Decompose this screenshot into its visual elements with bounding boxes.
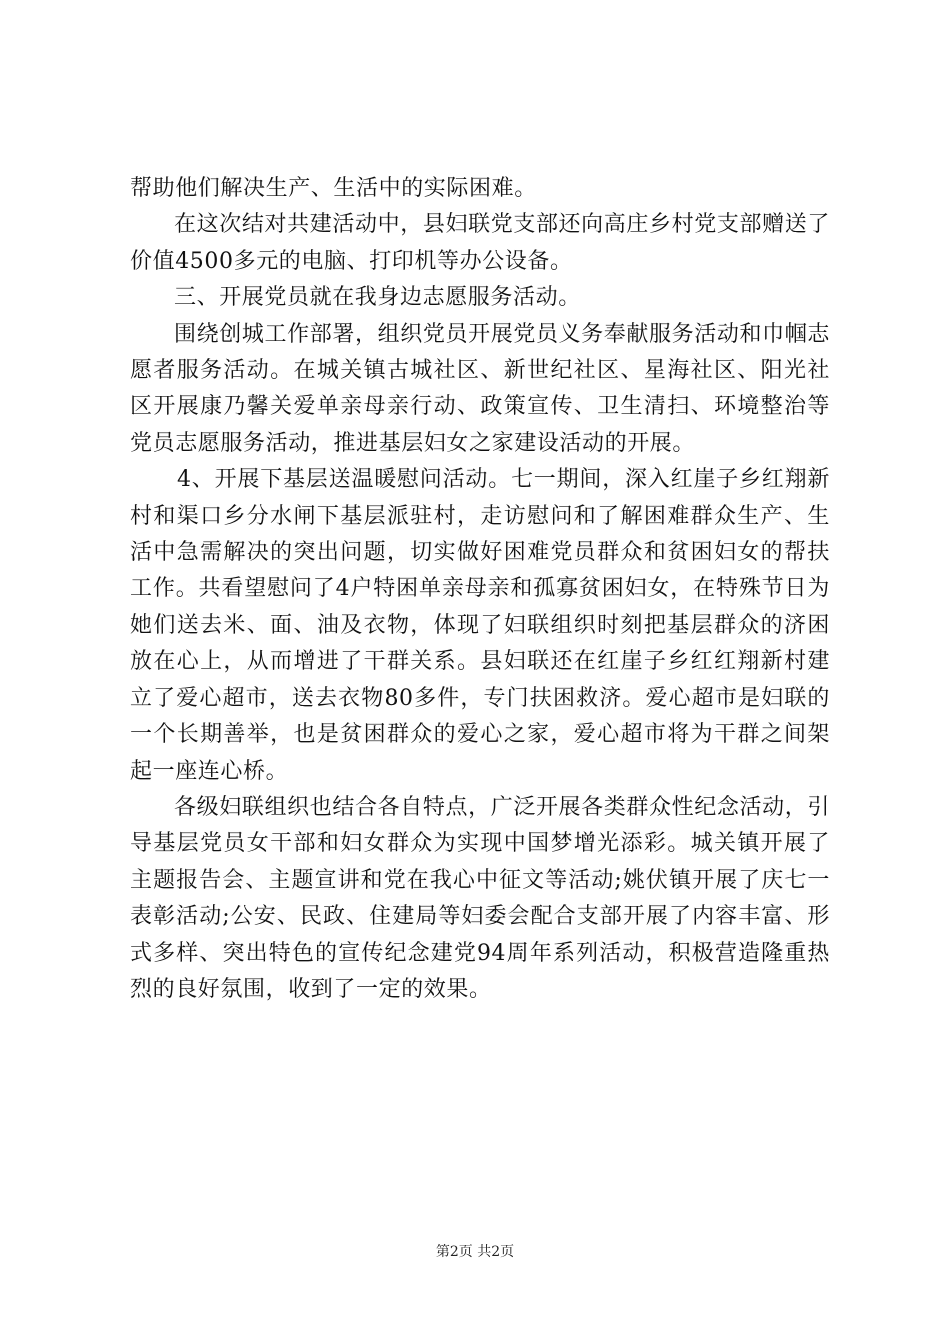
paragraph-2: 在这次结对共建活动中，县妇联党支部还向高庄乡村党支部赠送了价值4500多元的电脑、打印机等办公设备。 <box>130 212 830 274</box>
paragraph-5: 4、开展下基层送温暖慰问活动。七一期间，深入红崖子乡红翔新村和渠口乡分水闸下基层派驻村，走访慰问和了解困难群众生产、生活中急需解决的突出问题，切实做好困难党员群众和贫困妇女的帮扶工作。共看望慰问了4户特困单亲母亲和孤寡贫困妇女，在特殊节日为她们送去米、面、油及衣物，体现了妇联组织时刻把基层群众的济困放在心上，从而增进了干群关系。县妇联还在红崖子乡红红翔新村建立了爱心超市，送去衣物80多件，专门扶困救济。爱心超市是妇联的一个长期善举，也是贫困群众的爱心之家，爱心超市将为干群之间架起一座连心桥。 <box>130 467 830 784</box>
paragraph-3: 三、开展党员就在我身边志愿服务活动。 <box>174 285 581 311</box>
page-footer: 第2页 共2页 <box>435 1244 515 1260</box>
document-body <box>130 171 830 1008</box>
paragraph-4: 围绕创城工作部署，组织党员开展党员义务奉献服务活动和巾帼志愿者服务活动。在城关镇古城社区、新世纪社区、星海社区、阳光社区开展康乃馨关爱单亲母亲行动、政策宣传、卫生清扫、环境整治等党员志愿服务活动，推进基层妇女之家建设活动的开展。 <box>130 321 830 456</box>
paragraph-6: 各级妇联组织也结合各自特点，广泛开展各类群众性纪念活动，引导基层党员女干部和妇女群众为实现中国梦增光添彩。城关镇开展了主题报告会、主题宣讲和党在我心中征文等活动;姚伏镇开展了庆七一表彰活动;公安、民政、住建局等妇委会配合支部开展了内容丰富、形式多样、突出特色的宣传纪念建党94周年系列活动，积极营造隆重热烈的良好氛围，收到了一定的效果。 <box>130 794 830 1002</box>
paragraph-1: 帮助他们解决生产、生活中的实际困难。 <box>130 176 537 201</box>
